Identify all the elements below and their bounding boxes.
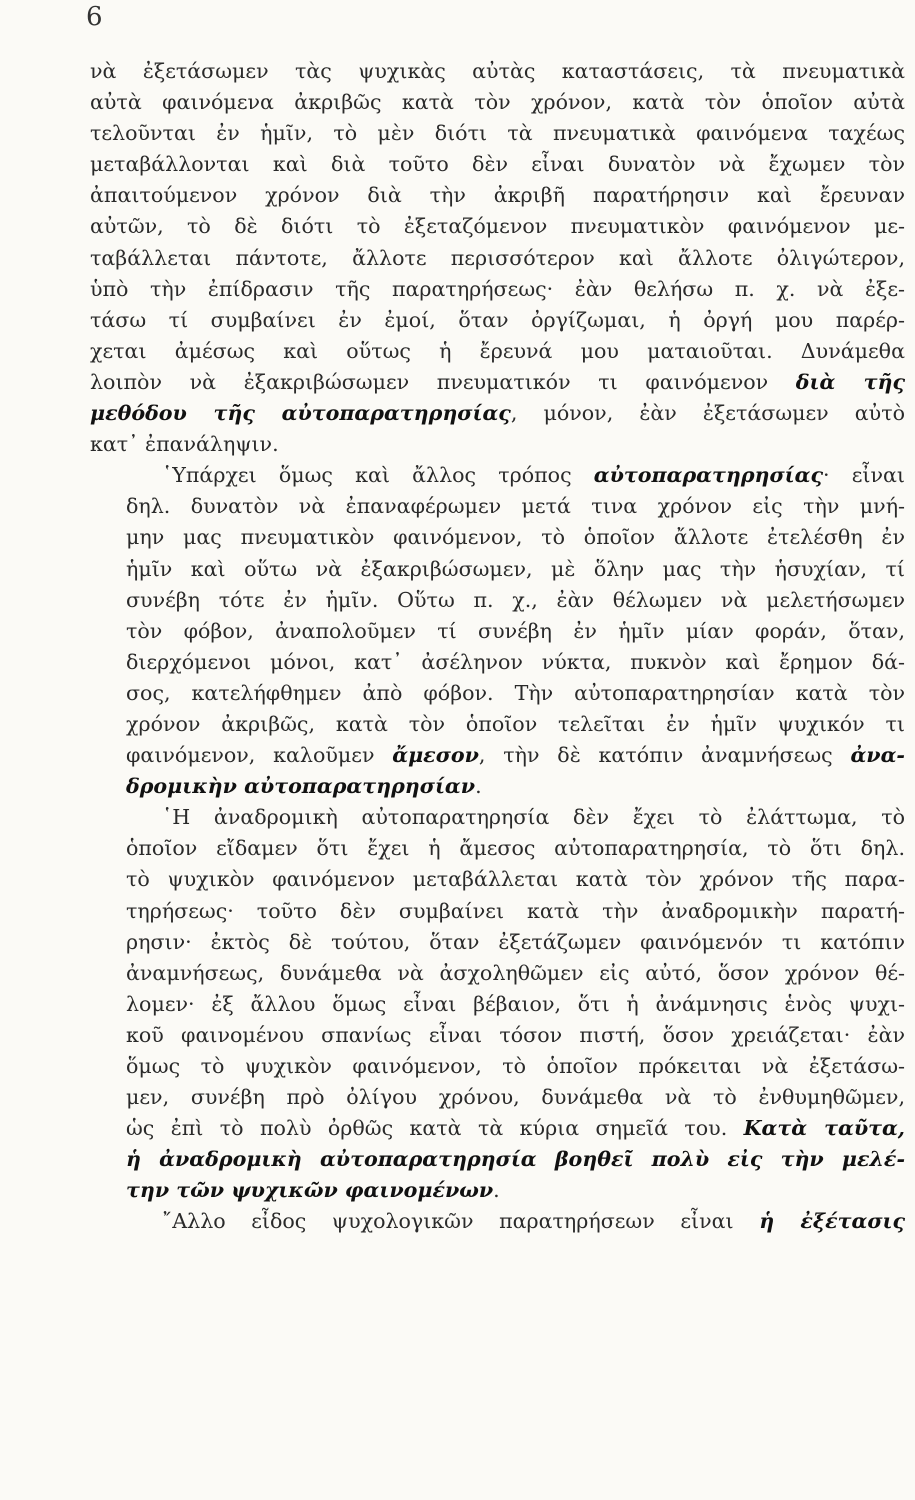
text-run: δηλ. δυνατὸν νὰ ἐπαναφέρωμεν μετά τινα χρόνον εἰς τὴν μνή- xyxy=(126,494,905,519)
text-run: τελοῦνται ἐν ἡμῖν, τὸ μὲν διότι τὰ πνευματικὰ φαινόμενα ταχέως xyxy=(90,121,905,146)
text-line xyxy=(90,491,905,522)
text-line xyxy=(90,274,905,305)
text-run: ρησιν· ἐκτὸς δὲ τούτου, ὅταν ἐξετάζωμεν φαινόμενόν τι κατόπιν xyxy=(126,929,905,954)
text-run: ὑπὸ τὴν ἐπίδρασιν τῆς παρατηρήσεως· ἐὰν θελήσω π. χ. νὰ ἐξε- xyxy=(90,276,905,301)
text-line xyxy=(90,56,905,87)
text-line xyxy=(90,1144,905,1175)
text-line xyxy=(90,336,905,367)
text-line xyxy=(90,554,905,585)
text-run: , τὴν δὲ κατόπιν ἀναμνήσεως xyxy=(478,743,851,768)
text-run: μεν, συνέβη πρὸ ὀλίγου χρόνου, δυνάμεθα νὰ τὸ ἐνθυμηθῶμεν, xyxy=(126,1085,905,1110)
text-run: ῾Υπάρχει ὅμως καὶ ἄλλος τρόπος xyxy=(162,463,594,488)
text-run: σος, κατελήφθημεν ἀπὸ φόβον. Τὴν αὐτοπαρατηρησίαν κατὰ τὸν xyxy=(126,680,905,705)
page-number: 6 xyxy=(86,2,103,32)
emphasis-run: ἡ ἐξέτασις xyxy=(759,1209,906,1234)
text-run: χεται ἀμέσως καὶ οὕτως ἡ ἔρευνά μου ματαιοῦται. Δυνάμεθα xyxy=(90,338,905,363)
text-run: ὁποῖον εἴδαμεν ὅτι ἔχει ἡ ἄμεσος αὐτοπαρατηρησία, τὸ ὅτι δηλ. xyxy=(126,836,905,861)
text-run: μην μας πνευματικὸν φαινόμενον, τὸ ὁποῖον ἄλλοτε ἐτελέσθη ἐν xyxy=(126,525,905,550)
paragraph xyxy=(90,460,905,802)
text-line xyxy=(90,833,905,864)
emphasis-run: ἀνα- xyxy=(850,743,905,768)
text-run: χρόνον ἀκριβῶς, κατὰ τὸν ὁποῖον τελεῖται ἐν ἡμῖν ψυχικόν τι xyxy=(126,711,905,736)
body-text xyxy=(90,56,905,1238)
text-run: τηρήσεως· τοῦτο δὲν συμβαίνει κατὰ τὴν ἀναδρομικὴν παρατή- xyxy=(126,898,905,923)
text-line xyxy=(90,1113,905,1144)
text-run: συνέβη τότε ἐν ἡμῖν. Οὕτω π. χ., ἐὰν θέλωμεν νὰ μελετήσωμεν xyxy=(126,587,905,612)
text-line xyxy=(90,180,905,211)
text-run: ὅμως τὸ ψυχικὸν φαινόμενον, τὸ ὁποῖον πρόκειται νὰ ἐξετάσω- xyxy=(126,1054,905,1078)
text-line xyxy=(90,522,905,553)
text-line xyxy=(90,1051,905,1082)
text-line xyxy=(90,678,905,709)
paragraph xyxy=(90,802,905,1206)
text-line xyxy=(90,367,905,398)
emphasis-run: μεθόδου τῆς αὐτοπαρατηρησίας xyxy=(90,401,511,426)
text-run: τὸν φόβον, ἀναπολοῦμεν τί συνέβη ἐν ἡμῖν μίαν φοράν, ὅταν, xyxy=(126,618,905,643)
text-run: λομεν· ἐξ ἄλλου ὅμως εἶναι βέβαιον, ὅτι ἡ ἀνάμνησις ἑνὸς ψυχι- xyxy=(126,991,905,1016)
text-line xyxy=(90,1020,905,1051)
text-line xyxy=(90,958,905,989)
text-line xyxy=(90,585,905,616)
paragraph xyxy=(90,1206,905,1237)
text-line xyxy=(90,398,905,429)
emphasis-run: την τῶν ψυχικῶν φαινομένων xyxy=(126,1178,494,1203)
text-line xyxy=(90,864,905,895)
text-run: ταβάλλεται πάντοτε, ἄλλοτε περισσότερον καὶ ἄλλοτε ὀλιγώτερον, xyxy=(90,245,905,270)
text-line xyxy=(90,709,905,740)
paragraph xyxy=(90,56,905,460)
emphasis-run: δρομικὴν αὐτοπαρατηρησίαν xyxy=(126,774,476,799)
text-run: ὡς ἐπὶ τὸ πολὺ ὀρθῶς κατὰ τὰ κύρια σημεῖά του. xyxy=(126,1116,744,1141)
text-run: ἀναμνήσεως, δυνάμεθα νὰ ἀσχοληθῶμεν εἰς αὐτό, ὅσον χρόνον θέ- xyxy=(126,960,905,985)
emphasis-run: ἄμεσον xyxy=(392,743,479,768)
text-line xyxy=(90,305,905,336)
text-line xyxy=(90,740,905,771)
text-run: νὰ ἐξετάσωμεν τὰς ψυχικὰς αὐτὰς καταστάσεις, τὰ πνευματικὰ xyxy=(90,59,905,83)
text-line xyxy=(90,149,905,180)
text-run: αὐτῶν, τὸ δὲ διότι τὸ ἐξεταζόμενον πνευματικὸν φαινόμενον με- xyxy=(90,214,905,239)
emphasis-run: διὰ τῆς xyxy=(795,369,905,394)
text-run: αὐτὰ φαινόμενα ἀκριβῶς κατὰ τὸν χρόνον, κατὰ τὸν ὁποῖον αὐτὰ xyxy=(90,90,905,115)
text-line xyxy=(90,429,905,460)
text-run: λοιπὸν νὰ ἐξακριβώσωμεν πνευματικόν τι φαινόμενον xyxy=(90,369,796,394)
text-run: ῾Η ἀναδρομικὴ αὐτοπαρατηρησία δὲν ἔχει τὸ ἐλάττωμα, τὸ xyxy=(162,805,905,830)
text-line xyxy=(90,647,905,678)
text-run: διερχόμενοι μόνοι, κατ᾽ ἀσέληνον νύκτα, πυκνὸν καὶ ἔρημον δά- xyxy=(126,649,905,674)
text-line xyxy=(90,1082,905,1113)
text-run: . xyxy=(493,1178,500,1203)
text-run: ἡμῖν καὶ οὕτω νὰ ἐξακριβώσωμεν, μὲ ὅλην μας τὴν ἡσυχίαν, τί xyxy=(126,556,905,581)
text-run: ἀπαιτούμενον χρόνον διὰ τὴν ἀκριβῆ παρατήρησιν καὶ ἔρευναν xyxy=(90,183,905,208)
text-line xyxy=(90,460,905,491)
text-run: . xyxy=(475,774,482,799)
text-run: , μόνον, ἐὰν ἐξετάσωμεν αὐτὸ xyxy=(510,401,905,426)
text-run: κατ᾽ ἐπανάληψιν. xyxy=(90,432,279,457)
text-line xyxy=(90,989,905,1020)
text-line xyxy=(90,927,905,958)
emphasis-run: ἡ ἀναδρομικὴ αὐτοπαρατηρησία βοηθεῖ πολὺ εἰς τὴν μελέ- xyxy=(126,1147,905,1172)
text-line xyxy=(90,616,905,647)
text-run: μεταβάλλονται καὶ διὰ τοῦτο δὲν εἶναι δυνατὸν νὰ ἔχωμεν τὸν xyxy=(90,152,905,177)
text-line xyxy=(90,118,905,149)
text-line xyxy=(90,771,905,802)
emphasis-run: αὐτοπαρατηρησίας xyxy=(593,463,824,488)
text-run: κοῦ φαινομένου σπανίως εἶναι τόσον πιστή, ὅσον χρειάζεται· ἐὰν xyxy=(126,1022,905,1047)
text-run: · εἶναι xyxy=(823,463,905,488)
text-line xyxy=(90,802,905,833)
text-line xyxy=(90,1206,905,1237)
text-line xyxy=(90,243,905,274)
text-line xyxy=(90,1175,905,1206)
text-line xyxy=(90,87,905,118)
text-run: τὸ ψυχικὸν φαινόμενον μεταβάλλεται κατὰ τὸν χρόνον τῆς παρα- xyxy=(126,867,905,892)
text-run: ῎Αλλο εἶδος ψυχολογικῶν παρατηρήσεων εἶναι xyxy=(162,1209,760,1234)
text-line xyxy=(90,211,905,242)
text-run: φαινόμενον, καλοῦμεν xyxy=(126,743,393,768)
text-line xyxy=(90,896,905,927)
emphasis-run: Κατὰ ταῦτα, xyxy=(743,1116,905,1141)
text-run: τάσω τί συμβαίνει ἐν ἐμοί, ὅταν ὀργίζωμαι, ἡ ὀργή μου παρέρ- xyxy=(90,307,905,332)
